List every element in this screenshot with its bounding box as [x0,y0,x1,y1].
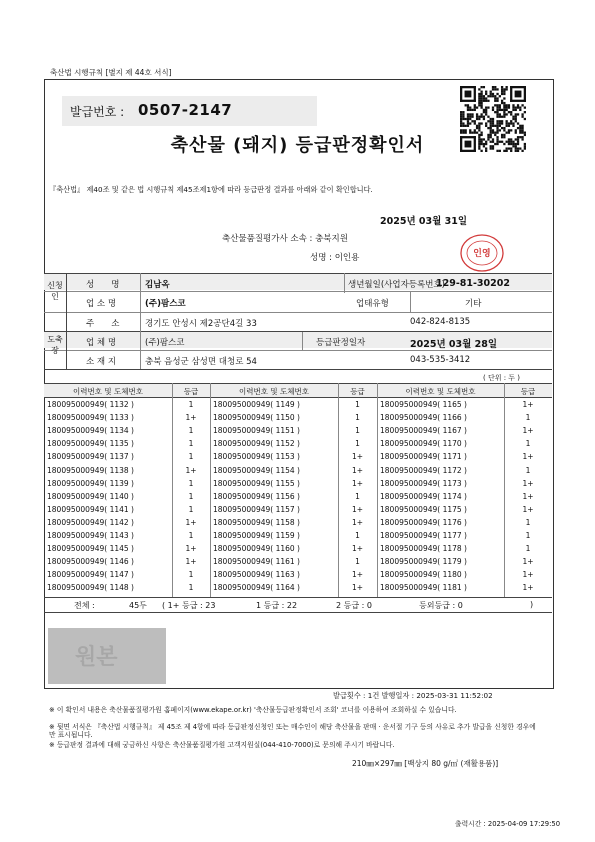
grade-cell: 1+ [522,583,534,593]
totals-close: ) [530,600,534,609]
trace-number-cell: 180095000949( 1171 ) [380,452,467,462]
grade-col-line [210,383,211,597]
issue-number-label: 발급번호 : [70,105,125,119]
seal-text: 인영 [473,249,491,259]
grade-cell: 1 [525,413,531,423]
totals-count: 45두 [129,601,147,610]
trace-number-cell: 180095000949( 1174 ) [380,491,467,501]
trace-number-cell: 180095000949( 1132 ) [47,400,134,409]
grade-header-cell: 등급 [350,387,365,396]
note-3: ※ 등급판정 결과에 대해 궁금하신 사항은 축산물품질평가원 고객지원실(044-410-7000)로 문의해 주시기 바랍니다. [49,741,395,749]
trace-number-cell: 180095000949( 1160 ) [213,544,300,554]
note-2: ※ 뒷면 서식은 『축산법 시행규칙』 제 45조 제 4항에 따라 등급판정신청인 또는 매수인이 해당 축산물을 판매 · 운서절 기구 등의 사유로 추가 발급을 신청한 경우에만 표시됩니다. [49,723,536,739]
trace-number-cell: 180095000949( 1166 ) [380,413,467,423]
company-label: 업 소 명 [86,299,117,309]
trace-number-cell: 180095000949( 1158 ) [213,517,300,527]
grade-cell: 1 [525,465,531,475]
trace-number-cell: 180095000949( 1147 ) [47,570,134,580]
grade-cell: 1 [188,570,194,580]
grade-cell: 1+ [185,413,197,423]
address-label: 주 소 [86,319,120,329]
location-label: 소 재 지 [86,357,117,367]
trace-number-cell: 180095000949( 1172 ) [380,465,467,475]
trace-number-cell: 180095000949( 1145 ) [47,544,134,554]
trace-number-cell: 180095000949( 1159 ) [213,531,300,540]
grade-cell: 1 [188,400,194,409]
location-phone: 043-535-3412 [410,355,471,365]
grade-cell: 1+ [351,465,364,475]
grade-cell: 1 [188,583,194,593]
note-1: ※ 이 확인서 내용은 축산물품질평가원 홈페이지(www.ekape.or.kr) '축산물등급판정확인서 조회' 코너를 이용하여 조회하실 수 있습니다. [49,706,457,714]
trace-number-cell: 180095000949( 1146 ) [47,557,134,567]
grade-top-line [44,383,552,384]
name-value: 김남옥 [145,280,170,290]
address-value: 경기도 안성시 제2공단4길 33 [145,319,257,329]
grade-cell: 1+ [185,544,197,554]
grade-cell: 1 [525,517,531,527]
location-value: 충북 음성군 삼성면 대청로 54 [145,357,257,367]
biztype-value: 기타 [465,299,482,309]
grade-cell: 1+ [522,557,534,567]
trace-number-cell: 180095000949( 1152 ) [213,439,300,449]
trace-number-cell: 180095000949( 1178 ) [380,544,467,554]
trace-number-cell: 180095000949( 1150 ) [213,413,300,423]
grade-cell: 1 [188,491,194,501]
grade-cell: 1 [525,439,531,449]
trace-number-cell: 180095000949( 1167 ) [380,426,467,436]
grade-cell: 1 [188,504,194,514]
trace-number-cell: 180095000949( 1154 ) [213,465,300,475]
grade-cell: 1+ [185,465,197,475]
totals-out-grade: 등외등급 : 0 [419,601,463,610]
side-label-slaughterhouse: 도축장 [47,335,63,355]
trace-number-cell: 180095000949( 1155 ) [213,478,300,488]
trace-number-cell: 180095000949( 1151 ) [213,426,300,436]
grade-header-cell: 이력번호 및 도체번호 [73,387,143,396]
trace-number-cell: 180095000949( 1170 ) [380,439,467,449]
trace-number-cell: 180095000949( 1156 ) [213,491,300,501]
evaluator-organization: 축산물품질평가사 소속 : 충북지원 [222,234,348,244]
grade-cell: 1+ [351,504,364,514]
grade-cell: 1+ [522,504,534,514]
trace-number-cell: 180095000949( 1135 ) [47,439,134,449]
grade-header-cell: 이력번호 및 도체번호 [239,387,309,396]
grade-cell: 1 [188,452,194,462]
trace-number-cell: 180095000949( 1134 ) [47,426,134,436]
grade-header-line [44,397,552,398]
trace-number-cell: 180095000949( 1133 ) [47,413,134,423]
grade-cell: 1+ [522,400,534,409]
grade-cell: 1 [525,531,531,540]
trace-number-cell: 180095000949( 1181 ) [380,583,467,593]
grade-cell: 1 [188,531,194,540]
totals-label: 전체 : [74,601,95,610]
grade-cell: 1 [355,531,360,540]
grade-cell: 1+ [522,452,534,462]
trace-number-cell: 180095000949( 1148 ) [47,583,134,593]
output-time: 출력시간 : 2025-04-09 17:29:50 [455,820,561,828]
totals-row [44,598,552,613]
company-value: (주)팜스코 [145,299,186,309]
grade-table [44,383,552,613]
totals-grade-1: 1 등급 : 22 [256,601,298,610]
official-seal-icon [458,233,506,273]
judge-date-label: 등급판정일자 [316,338,366,348]
slaughterhouse-label: 업 체 명 [86,338,117,348]
trace-number-cell: 180095000949( 1163 ) [213,570,300,580]
grade-cell: 1 [355,557,360,567]
print-info: 발급횟수 : 1건 발행일자 : 2025-03-31 11:52:02 [333,691,493,700]
grade-cell: 1+ [185,557,197,567]
trace-number-cell: 180095000949( 1140 ) [47,491,134,501]
grade-cell: 1 [188,478,194,488]
trace-number-cell: 180095000949( 1153 ) [213,452,300,462]
grade-cell: 1+ [351,583,364,593]
watermark-text: 원본 [75,645,118,670]
grade-cell: 1 [355,426,360,436]
document-title: 축산물 (돼지) 등급판정확인서 [170,135,425,156]
evaluator-name: 성명 : 이인용 [310,253,360,263]
grade-cell: 1+ [185,517,197,527]
grade-cell: 1+ [522,570,534,580]
bizno-label: 생년월일(사업자등록번호) [348,280,445,290]
trace-number-cell: 180095000949( 1164 ) [213,583,300,593]
trace-number-cell: 180095000949( 1177 ) [380,531,467,540]
grade-cell: 1+ [351,570,364,580]
issue-number: 0507-2147 [138,101,233,119]
trace-number-cell: 180095000949( 1142 ) [47,517,134,527]
trace-number-cell: 180095000949( 1175 ) [380,504,467,514]
trace-number-cell: 180095000949( 1157 ) [213,504,300,514]
trace-number-cell: 180095000949( 1173 ) [380,478,467,488]
trace-number-cell: 180095000949( 1180 ) [380,570,467,580]
grade-cell: 1 [355,400,360,409]
judge-date-value: 2025년 03월 28일 [410,339,498,350]
trace-number-cell: 180095000949( 1149 ) [213,400,300,409]
slaughterhouse-value: (주)팜스코 [145,338,185,348]
trace-number-cell: 180095000949( 1161 ) [213,557,300,567]
trace-number-cell: 180095000949( 1137 ) [47,452,134,462]
grade-cell: 1 [355,491,360,501]
grade-cell: 1 [355,413,360,423]
trace-number-cell: 180095000949( 1143 ) [47,531,134,540]
grade-cell: 1 [525,544,531,554]
intro-text: 『축산법』 제40조 및 같은 법 시행규칙 제45조제1항에 따라 등급판정 결과를 아래와 같이 확인합니다. [49,185,373,194]
grade-cell: 1 [188,439,194,449]
grade-cell: 1+ [351,452,364,462]
grade-cell: 1+ [522,426,534,436]
bizno-value: 129-81-30202 [436,278,510,289]
side-label-requester: 신청인 [47,281,63,301]
trace-number-cell: 180095000949( 1138 ) [47,465,134,475]
totals-grade-2: 2 등급 : 0 [336,601,372,610]
trace-number-cell: 180095000949( 1141 ) [47,504,134,514]
grade-cell: 1+ [351,544,364,554]
totals-grade-1plus: ( 1+ 등급 : 23 [162,601,216,610]
grade-cell: 1+ [522,478,534,488]
grade-cell: 1+ [522,491,534,501]
trace-number-cell: 180095000949( 1139 ) [47,478,134,488]
trace-number-cell: 180095000949( 1165 ) [380,400,467,409]
grade-header-cell: 등급 [520,387,536,396]
grade-cell: 1+ [351,517,364,527]
trace-number-cell: 180095000949( 1179 ) [380,557,467,567]
grade-header-cell: 등급 [183,387,199,396]
paper-spec: 210㎜×297㎜ [백상지 80 g/㎡ (재활용품)] [352,759,499,768]
grade-cell: 1 [188,426,194,436]
phone-value: 042-824-8135 [410,317,471,327]
form-reference: 축산법 시행규칙 [별지 제 44호 서식] [50,68,172,77]
name-label: 성 명 [86,280,120,290]
trace-number-cell: 180095000949( 1176 ) [380,517,467,527]
biztype-label: 업태유형 [356,299,389,309]
grade-cell: 1 [355,439,360,449]
grade-col-line [377,383,378,597]
units-note: ( 단위 : 두 ) [483,374,521,382]
issue-date: 2025년 03월 31일 [380,216,468,227]
grade-cell: 1+ [351,478,364,488]
grade-header-cell: 이력번호 및 도체번호 [405,387,476,396]
